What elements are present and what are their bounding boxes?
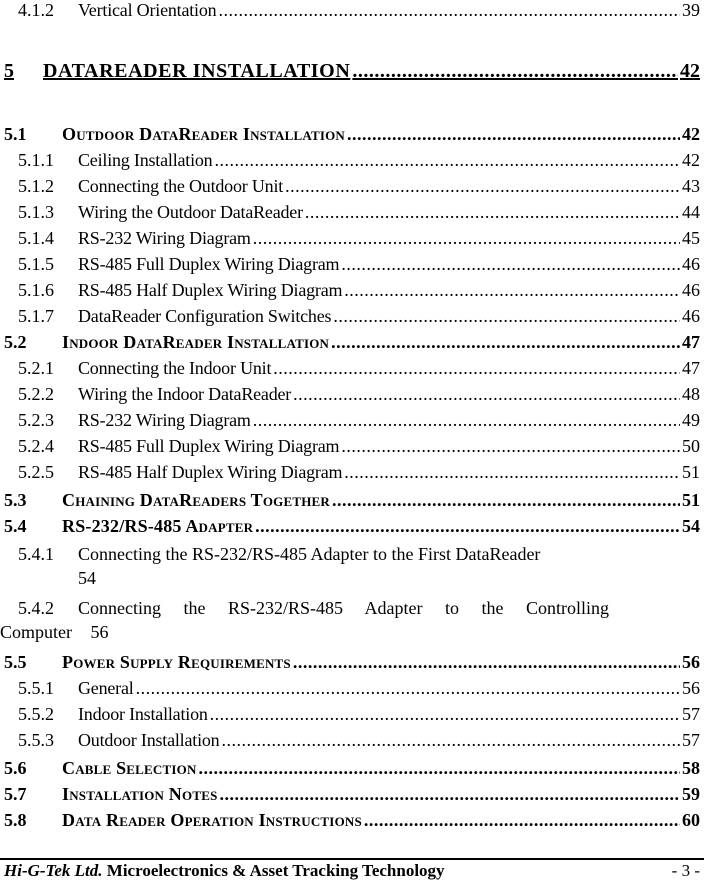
dot-leader: [352, 60, 678, 83]
toc-page: 43: [682, 176, 700, 196]
dot-leader: [214, 150, 680, 171]
toc-title: DATAREADER INSTALLATION: [43, 60, 351, 82]
toc-section-entry[interactable]: [0, 332, 700, 356]
toc-number: 5.1.3: [18, 202, 54, 222]
toc-number: 5.1.5: [18, 254, 54, 274]
toc-number: 5.2.1: [18, 358, 54, 378]
dot-leader: [199, 758, 680, 779]
toc-number: 5.5.2: [18, 704, 54, 724]
dot-leader: [347, 124, 680, 145]
toc-entry-wrapped[interactable]: [0, 542, 700, 590]
toc-page: 50: [682, 436, 700, 456]
toc-entry[interactable]: [0, 384, 700, 408]
toc-entry[interactable]: [0, 228, 700, 252]
toc-number: 5.1.6: [18, 280, 54, 300]
toc-number: 5.6: [4, 758, 27, 778]
toc-title: Chaining DataReaders Together: [62, 490, 330, 510]
toc-page: 51: [682, 462, 700, 482]
toc-title: Wiring the Outdoor DataReader: [78, 202, 303, 222]
toc-title: General: [78, 678, 134, 698]
toc-page: 48: [682, 384, 700, 404]
toc-title: Wiring the Indoor DataReader: [78, 384, 292, 404]
toc-entry[interactable]: [0, 0, 700, 24]
dot-leader: [333, 306, 680, 327]
toc-page: 42: [682, 150, 700, 170]
toc-chapter-entry[interactable]: [0, 60, 700, 88]
toc-number: 5.2.4: [18, 436, 54, 456]
dot-leader: [293, 384, 680, 405]
toc-section-entry[interactable]: [0, 810, 700, 834]
dot-leader: [285, 176, 680, 197]
toc-number: 5.4.2: [18, 598, 54, 618]
dot-leader: [221, 730, 680, 751]
dot-leader: [293, 652, 680, 673]
toc-number: 5.7: [4, 784, 27, 804]
toc-number: 5.2.3: [18, 410, 54, 430]
page-footer: [4, 861, 700, 881]
dot-leader: [344, 280, 680, 301]
toc-number: 4.1.2: [18, 0, 54, 20]
toc-title: Connecting the RS-232/RS-485 Adapter to the Controlling Computer: [0, 598, 609, 642]
toc-section-entry[interactable]: [0, 516, 700, 540]
toc-number: 5.4: [4, 516, 27, 536]
toc-section-entry[interactable]: [0, 758, 700, 782]
toc-page: 45: [682, 228, 700, 248]
dot-leader: [220, 784, 681, 805]
toc-number: 5.3: [4, 490, 27, 510]
footer-page-number: - 3 -: [671, 861, 700, 880]
dot-leader: [332, 490, 680, 511]
toc-entry[interactable]: [0, 176, 700, 200]
toc-number: 5.1: [4, 124, 27, 144]
toc-page: 42: [680, 60, 700, 82]
toc-page: 44: [682, 202, 700, 222]
toc-title: Ceiling Installation: [78, 150, 213, 170]
dot-leader: [253, 228, 680, 249]
toc-page: 54: [78, 568, 96, 588]
dot-leader: [253, 410, 680, 431]
dot-leader: [210, 704, 680, 725]
toc-number: 5: [4, 60, 14, 82]
dot-leader: [331, 332, 680, 353]
toc-title: Cable Selection: [62, 758, 197, 778]
dot-leader: [341, 436, 680, 457]
toc-number: 5.1.7: [18, 306, 54, 326]
toc-entry[interactable]: [0, 410, 700, 434]
dot-leader: [344, 462, 680, 483]
toc-page: 57: [682, 704, 700, 724]
toc-entry[interactable]: [0, 436, 700, 460]
toc-title: Connecting the Outdoor Unit: [78, 176, 284, 196]
toc-title: RS-485 Half Duplex Wiring Diagram: [78, 462, 343, 482]
toc-section-entry[interactable]: [0, 784, 700, 808]
toc-number: 5.2: [4, 332, 27, 352]
toc-number: 5.2.5: [18, 462, 54, 482]
dot-leader: [255, 516, 680, 537]
toc-number: 5.4.1: [18, 544, 54, 564]
toc-title: Installation Notes: [62, 784, 218, 804]
toc-entry[interactable]: [0, 254, 700, 278]
toc-number: 5.5.1: [18, 678, 54, 698]
toc-entry[interactable]: [0, 678, 700, 702]
toc-page: 57: [682, 730, 700, 750]
toc-number: 5.2.2: [18, 384, 54, 404]
toc-title: Outdoor DataReader Installation: [62, 124, 345, 144]
toc-title: Connecting the RS-232/RS-485 Adapter to the First DataReader: [78, 544, 541, 564]
toc-page: 47: [682, 332, 700, 352]
toc-title: RS-232 Wiring Diagram: [78, 228, 251, 248]
toc-page: 56: [90, 622, 109, 642]
toc-page: 60: [682, 810, 700, 830]
toc-title: Indoor DataReader Installation: [62, 332, 330, 352]
toc-page: 42: [682, 124, 700, 144]
toc-page: 39: [682, 0, 700, 20]
toc-number: 5.5.3: [18, 730, 54, 750]
toc-page: 46: [682, 280, 700, 300]
toc-entry[interactable]: [0, 202, 700, 226]
toc-section-entry[interactable]: [0, 490, 700, 514]
dot-leader: [364, 810, 680, 831]
toc-entry[interactable]: [0, 280, 700, 304]
toc-page: 49: [682, 410, 700, 430]
toc-section-entry[interactable]: [0, 124, 700, 148]
toc-title: RS-485 Full Duplex Wiring Diagram: [78, 436, 340, 456]
toc-page: 54: [682, 516, 700, 536]
toc-page: 58: [682, 758, 700, 778]
toc-entry[interactable]: [0, 150, 700, 174]
dot-leader: [273, 358, 680, 379]
toc-page: 56: [682, 652, 700, 672]
toc-title: RS-232 Wiring Diagram: [78, 410, 251, 430]
toc-number: 5.1.2: [18, 176, 54, 196]
toc-entry[interactable]: [0, 462, 700, 486]
toc-title: Vertical Orientation: [78, 0, 217, 20]
toc-number: 5.1.1: [18, 150, 54, 170]
dot-leader: [136, 678, 680, 699]
toc-title: DataReader Configuration Switches: [78, 306, 332, 326]
toc-entry[interactable]: [0, 306, 700, 330]
toc-title: Indoor Installation: [78, 704, 208, 724]
toc-section-entry[interactable]: [0, 652, 700, 676]
toc-title: RS-232/RS-485 Adapter: [62, 516, 254, 536]
dot-leader: [341, 254, 680, 275]
toc-title: Connecting the Indoor Unit: [78, 358, 272, 378]
footer-company: Hi-G-Tek Ltd.: [4, 861, 103, 880]
footer-divider: [0, 858, 704, 860]
toc-number: 5.5: [4, 652, 27, 672]
toc-title: Power Supply Requirements: [62, 652, 291, 672]
dot-leader: [218, 0, 680, 21]
toc-title: Data Reader Operation Instructions: [62, 810, 362, 830]
toc-page: 46: [682, 306, 700, 326]
footer-left: [4, 861, 445, 881]
toc-title: RS-485 Full Duplex Wiring Diagram: [78, 254, 340, 274]
footer-tagline: Microelectronics & Asset Tracking Technology: [106, 861, 445, 880]
toc-number: 5.8: [4, 810, 27, 830]
toc-entry-wrapped[interactable]: [0, 596, 700, 644]
toc-number: 5.1.4: [18, 228, 54, 248]
toc-title: Outdoor Installation: [78, 730, 220, 750]
toc-entry[interactable]: [0, 704, 700, 728]
toc-title: RS-485 Half Duplex Wiring Diagram: [78, 280, 343, 300]
dot-leader: [305, 202, 680, 223]
toc-page: 51: [682, 490, 700, 510]
toc-page: 56: [682, 678, 700, 698]
toc-page: 47: [682, 358, 700, 378]
toc-page: 46: [682, 254, 700, 274]
toc-entry[interactable]: [0, 730, 700, 754]
toc-page: 59: [682, 784, 700, 804]
toc-entry[interactable]: [0, 358, 700, 382]
